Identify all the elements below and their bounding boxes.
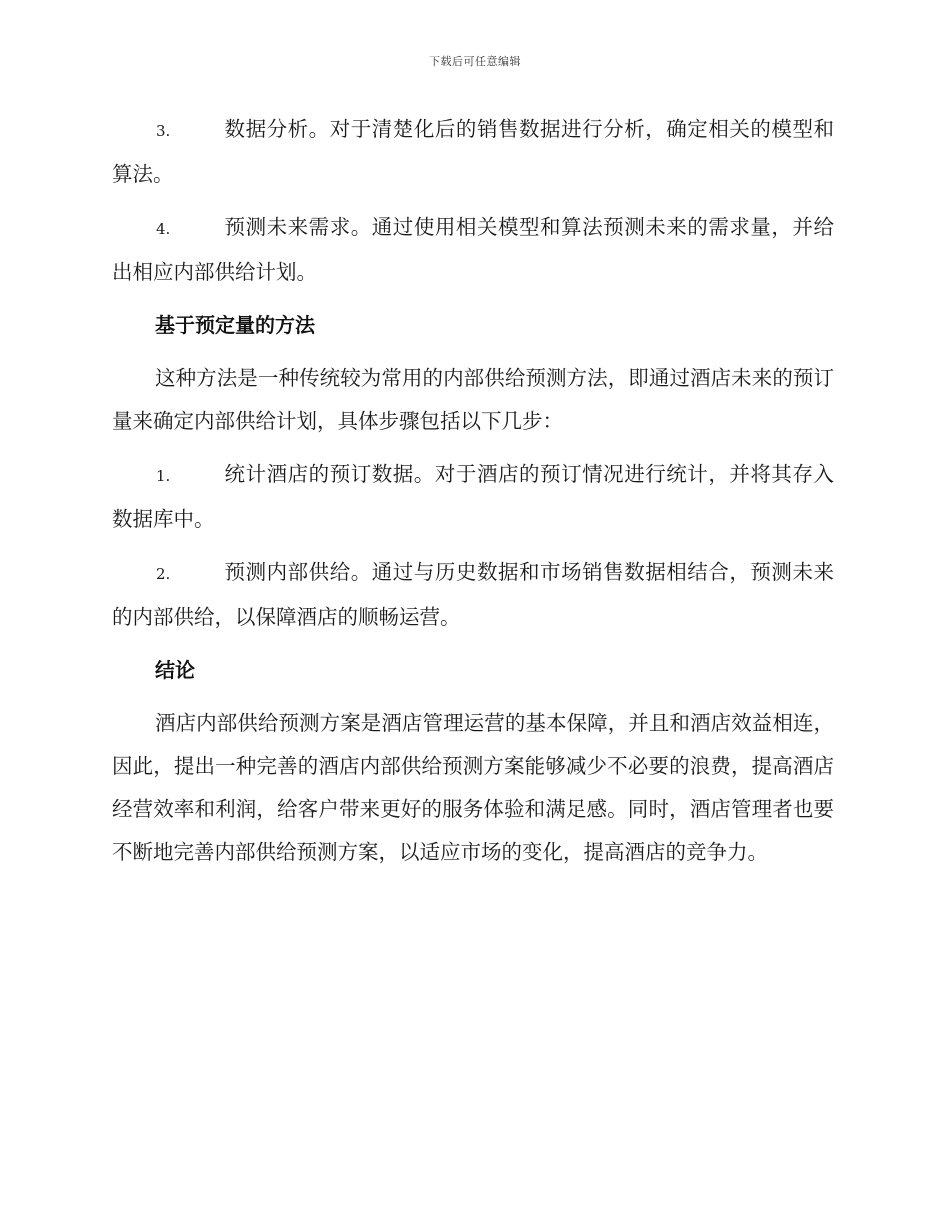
section-heading-reservation: 基于预定量的方法	[155, 313, 315, 337]
list-item-number: 1.	[156, 467, 171, 485]
list-item-text: 预测内部供给。通过与历史数据和市场销售数据相结合，预测未来的内部供给，以保障酒店的顺畅运营。	[112, 560, 834, 629]
list-item-text: 统计酒店的预订数据。对于酒店的预订情况进行统计，并将其存入数据库中。	[112, 462, 834, 531]
document-body	[112, 108, 834, 884]
page-header: 下载后可任意编辑	[429, 55, 521, 68]
section-intro-paragraph: 这种方法是一种传统较为常用的内部供给预测方法，即通过酒店未来的预订量来确定内部供给计划，具体步骤包括以下几步：	[112, 366, 834, 433]
list-item-number: 3.	[156, 122, 171, 140]
list-item	[112, 108, 834, 196]
list-item	[112, 206, 834, 294]
list-item	[112, 453, 834, 541]
list-item	[112, 551, 834, 639]
list-item-number: 2.	[156, 565, 171, 583]
list-item-text: 预测未来需求。通过使用相关模型和算法预测未来的需求量，并给出相应内部供给计划。	[112, 215, 834, 284]
list-item-text: 数据分析。对于清楚化后的销售数据进行分析，确定相关的模型和算法。	[112, 117, 834, 186]
list-item-number: 4.	[156, 220, 171, 238]
conclusion-paragraph: 酒店内部供给预测方案是酒店管理运营的基本保障，并且和酒店效益相连，因此，提出一种完善的酒店内部供给预测方案能够减少不必要的浪费，提高酒店经营效率和利润，给客户带来更好的服务体验和满足感。同时，酒店管理者也要不断地完善内部供给预测方案，以适应市场的变化，提高酒店的竞争力。	[112, 711, 834, 864]
section-heading-conclusion: 结论	[155, 658, 195, 682]
